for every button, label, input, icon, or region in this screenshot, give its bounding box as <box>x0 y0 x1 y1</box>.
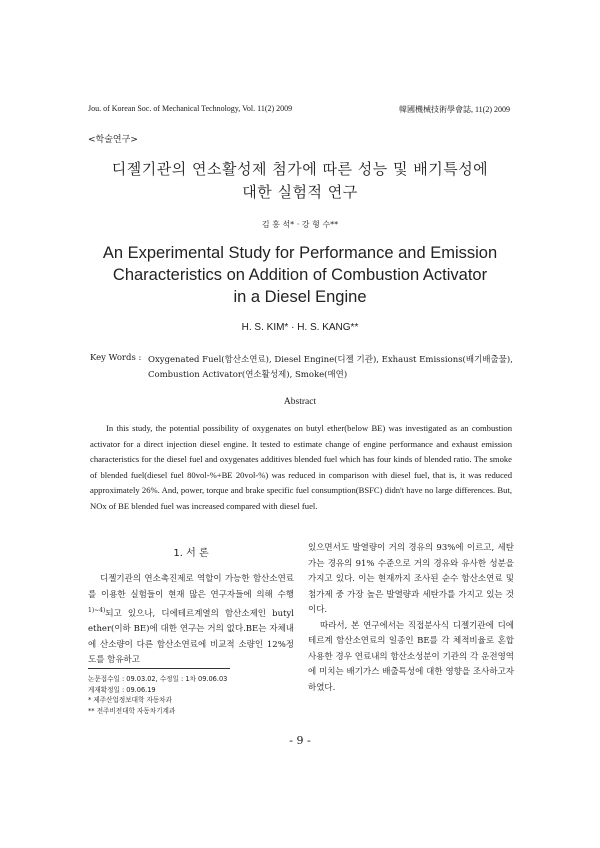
keywords-text: Oxygenated Fuel(함산소연료), Diesel Engine(디젤 기관), Exhaust Emissions(배기배출물), Combustion Activator(연소활성제), Smoke(매연) <box>148 355 513 380</box>
intro-paragraph-1-part-b: 되고 있으나, 디에테르계열의 함산소제인 butyl ether(이하 BE)에 대한 연구는 거의 없다.BE는 자체내에 산소량이 다른 함산소연료에 비교적 소량인 12%정도를 함유하고 <box>88 608 294 666</box>
intro-paragraph-1 <box>88 572 294 669</box>
keywords-label: Key Words : <box>90 353 142 363</box>
journal-header-en: Jou. of Korean Soc. of Mechanical Technology, Vol. 11(2) 2009 <box>88 104 293 113</box>
title-en-line2: Characteristics on Addition of Combustion Activator <box>112 266 488 284</box>
title-kr-line1: 디젤기관의 연소활성제 첨가에 따른 성능 및 배기특성에 <box>111 160 489 178</box>
journal-header-kr: 韓國機械技術學會誌, 11(2) 2009 <box>398 105 510 114</box>
authors-en: H. S. KIM* · H. S. KANG** <box>241 322 359 333</box>
body-column-right <box>308 541 514 696</box>
authors-kr: 김 홍 석* · 강 형 수** <box>261 220 339 229</box>
article-category: <학술연구> <box>88 135 138 145</box>
footnote-accepted: 게재확정일 : 09.06.19 <box>88 685 156 694</box>
intro-paragraph-1-continued: 있으면서도 발열량이 거의 경유의 93%에 이르고, 세탄가는 경유의 91% 수준으로 거의 경유와 유사한 성분을 가지고 있다. 이는 현재까지 조사된 순수 함산소연료 및 첨가제 중 가장 높은 발열량과 세탄가를 가지고 있는 것이다. <box>308 543 514 615</box>
footnote-received: 논문접수일 : 09.03.02, 수정일 : 1차 09.06.03 <box>88 675 228 683</box>
body-column-left <box>88 572 294 669</box>
page-number: - 9 - <box>289 734 311 747</box>
intro-paragraph-2: 따라서, 본 연구에서는 직접분사식 디젤기관에 디에테르계 함산소연료의 일종인 BE를 각 체적비율로 혼합사용한 경우 연료내의 함산소성분이 기관의 각 운전영역에 미치는 배기가스 배출특성에 대한 영향을 조사하고자 하였다. <box>308 620 514 693</box>
section-heading-introduction: 1. 서 론 <box>173 548 209 559</box>
footnote-affiliation-1: * 제주산업정보대학 자동차과 <box>88 696 172 704</box>
title-kr-line2: 대한 실험적 연구 <box>242 183 358 201</box>
abstract-body: In this study, the potential possibility of oxygenates on butyl ether(below BE) was investigated as an combustion activator for a direct injection diesel engine. It tested to estimate change of engine performance and exhaust emission characteristics for the diesel fuel and oxygenates additives blended fuel which has four kinds of blended ratio. The smoke of blended fuel(diesel fuel 80vol-%+BE 20vol-%) was reduced in comparison with diesel fuel, that is, it was reduced approximately 26%. And, power, torque and brake specific fuel consumption(BSFC) didn't have no large differences. But, NOx of BE blended fuel was increased compared with diesel fuel. <box>90 423 512 511</box>
title-en-line3: in a Diesel Engine <box>233 288 367 306</box>
footnotes <box>88 674 298 716</box>
footnote-divider <box>88 668 230 669</box>
intro-paragraph-1-part-a: 디젤기관의 연소촉진제로 역할이 가능한 함산소연료를 이용한 실험들이 현재 많은 연구자들에 의해 수행 <box>88 574 294 600</box>
footnote-affiliation-2: ** 전주비전대학 자동차기계과 <box>88 706 176 715</box>
abstract-heading: Abstract <box>283 397 317 407</box>
title-en-line1: An Experimental Study for Performance and Emission <box>102 244 498 262</box>
reference-citation: 1)~4) <box>88 607 106 614</box>
